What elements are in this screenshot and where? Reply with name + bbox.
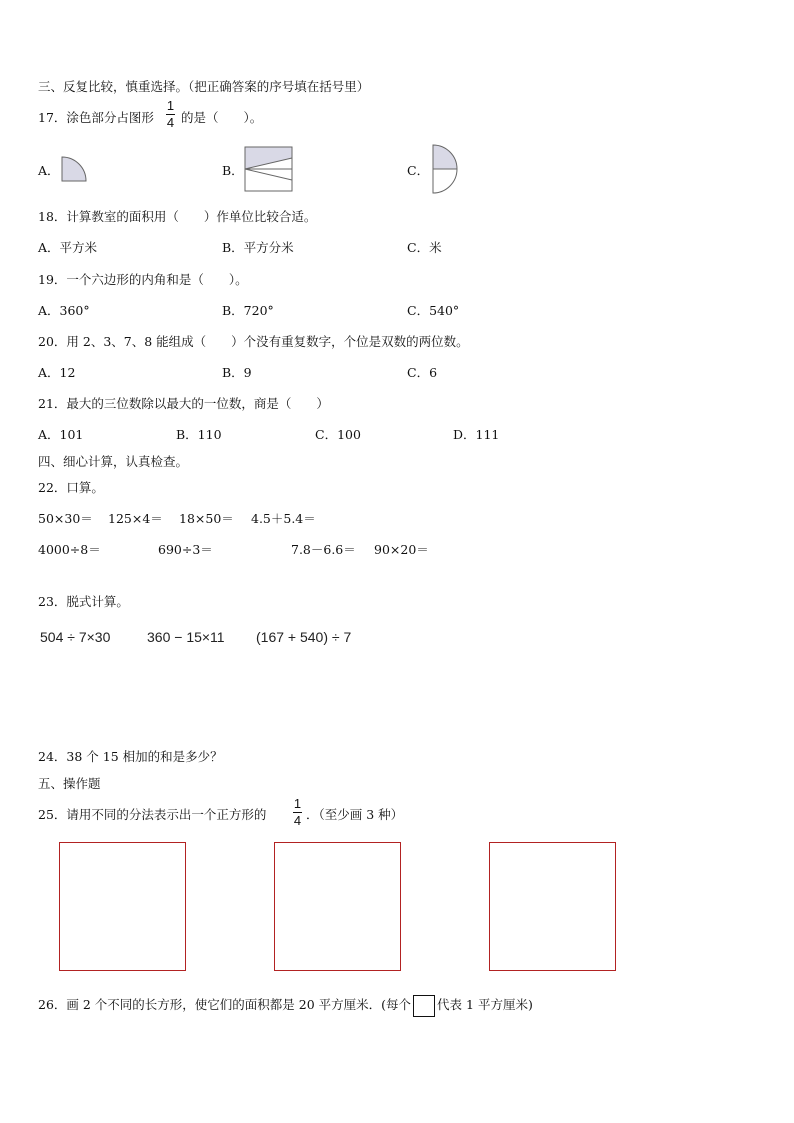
- fraction-numerator: 1: [293, 796, 302, 811]
- q17-option-c-label: C．: [407, 163, 430, 178]
- q23-expression: 504 ÷ 7×30: [40, 629, 111, 645]
- fraction-denominator: 4: [166, 115, 175, 130]
- q22-item: 50×30＝: [38, 511, 93, 526]
- q22-item: 125×4＝: [108, 511, 163, 526]
- q17-fraction: [166, 99, 175, 130]
- q25-suffix: ．（至少画 3 种）: [306, 807, 404, 822]
- q22-item: 4000÷8＝: [38, 542, 101, 557]
- q25-fraction: [293, 797, 302, 828]
- section-4-title: 四、细心计算，认真检查。: [38, 454, 189, 469]
- q25-prefix: 25．请用不同的分法表示出一个正方形的: [38, 807, 267, 822]
- q19-option-a: A．360°: [38, 303, 90, 318]
- q17-prefix: 17．涂色部分占图形: [38, 110, 154, 125]
- q19-text: 19．一个六边形的内角和是（ ）。: [38, 272, 248, 287]
- q18-option-b: B．平方分米: [222, 240, 294, 255]
- q21-option-d: D．111: [453, 427, 500, 442]
- q24-text: 24．38 个 15 相加的和是多少？: [38, 749, 223, 764]
- q20-option-c: C．6: [407, 365, 438, 380]
- q19-option-c: C．540°: [407, 303, 460, 318]
- q17-option-a-label: A．: [38, 163, 60, 178]
- answer-square[interactable]: [59, 842, 186, 971]
- q23-expression: 360 − 15×11: [147, 629, 225, 645]
- q20-text: 20．用 2、3、7、8 能组成（ ）个没有重复数字，个位是双数的两位数。: [38, 334, 469, 349]
- q19-option-b: B．720°: [222, 303, 274, 318]
- q22-item: 90×20＝: [374, 542, 429, 557]
- q23-expression: (167 + 540) ÷ 7: [256, 629, 352, 645]
- q21-option-c: C．100: [315, 427, 361, 442]
- section-5-title: 五、操作题: [38, 776, 101, 791]
- q21-text: 21．最大的三位数除以最大的一位数，商是（ ）: [38, 396, 329, 411]
- q21-option-b: B．110: [176, 427, 222, 442]
- q18-text: 18．计算教室的面积用（ ）作单位比较合适。: [38, 209, 317, 224]
- q20-option-a: A．12: [38, 365, 76, 380]
- quarter-circle-figure: [60, 155, 90, 183]
- q20-option-b: B．9: [222, 365, 252, 380]
- q26-text: [38, 994, 533, 1017]
- q17-option-b-label: B．: [222, 163, 244, 178]
- answer-square[interactable]: [489, 842, 616, 971]
- q21-option-a: A．101: [38, 427, 84, 442]
- q26-suffix: 代表 1 平方厘米): [437, 997, 533, 1012]
- section-3-title: 三、反复比较，慎重选择。（把正确答案的序号填在括号里）: [38, 79, 370, 94]
- semicircle-figure: [431, 143, 461, 195]
- q23-title: 23．脱式计算。: [38, 594, 129, 609]
- q22-item: 7.8－6.6＝: [291, 542, 356, 557]
- q17-suffix: 的是（ ）。: [181, 110, 263, 125]
- q22-title: 22．口算。: [38, 480, 104, 495]
- q18-option-a: A．平方米: [38, 240, 98, 255]
- q22-item: 690÷3＝: [158, 542, 213, 557]
- q18-option-c: C．米: [407, 240, 442, 255]
- fraction-denominator: 4: [293, 813, 302, 828]
- unit-square-icon: [413, 995, 435, 1017]
- q22-item: 18×50＝: [179, 511, 234, 526]
- divided-square-figure: [244, 146, 294, 192]
- fraction-numerator: 1: [166, 98, 175, 113]
- q26-prefix: 26．画 2 个不同的长方形，使它们的面积都是 20 平方厘米．(每个: [38, 997, 412, 1012]
- answer-square[interactable]: [274, 842, 401, 971]
- q22-item: 4.5＋5.4＝: [251, 511, 316, 526]
